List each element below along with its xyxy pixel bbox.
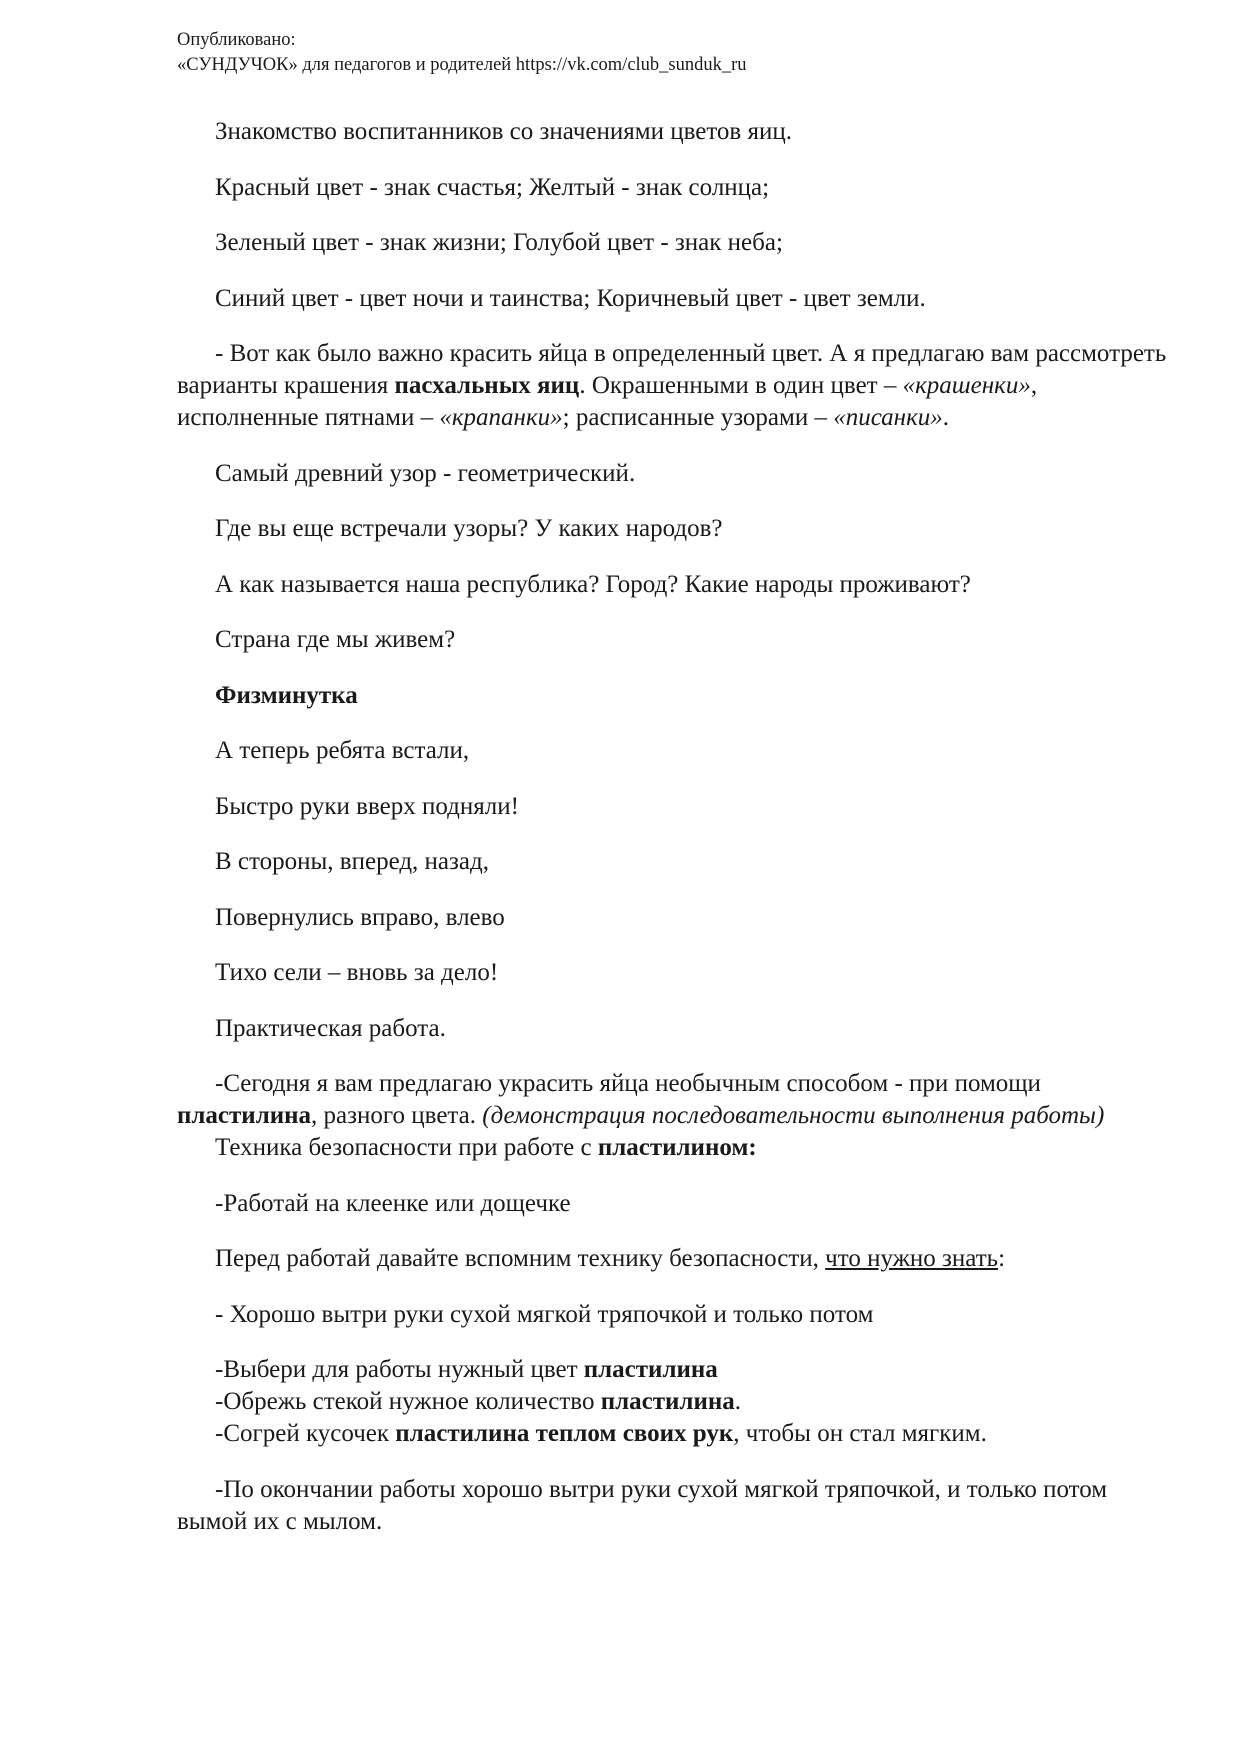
text: , разного цвета. [311,1102,483,1129]
paragraph-safety-remember [177,1243,1167,1275]
heading-text: Физминутка [215,681,358,709]
paragraph-step-1 [177,1354,1167,1386]
text: -Обрежь стекой нужное количество [215,1388,601,1415]
text: ; расписанные узорами – [562,404,834,431]
text: , исполненные пятнами – [177,372,1038,431]
page-header [177,28,747,78]
bold-text: пластилина [600,1388,735,1415]
text: . Окрашенными в один цвет – [579,372,903,399]
header-source-line: «СУНДУЧОК» для педагогов и родителей https://vk.com/club_sunduk_ru [177,55,747,75]
text: . [734,1388,741,1415]
paragraph-question-3: Страна где мы живем? [215,626,456,653]
poem-line-3: В стороны, вперед, назад, [215,848,489,875]
bold-text: пасхальных яиц [394,372,580,399]
header-published-label: Опубликовано: [177,30,296,50]
bold-text: пластилином [597,1134,749,1161]
italic-text: «писанки» [833,404,943,431]
underlined-text: что нужно знать [825,1245,999,1272]
italic-text: «крашенки» [902,372,1031,399]
poem-line-2: Быстро руки вверх подняли! [215,792,519,820]
paragraph-practical-work: Практическая работа. [215,1014,446,1042]
bold-text: : [748,1134,757,1161]
text: -Согрей кусочек [215,1420,396,1447]
bold-text: пластилина [583,1356,718,1383]
text: , чтобы он стал мягким. [733,1420,987,1447]
paragraph-step-2 [177,1386,1167,1418]
text: Техника безопасности при работе с [215,1134,598,1161]
paragraph-colors-2: Зеленый цвет - знак жизни; Голубой цвет - знак неба; [215,229,783,256]
paragraph-intro: Знакомство воспитанников со значениями цветов яиц. [215,118,792,145]
text: Перед работай давайте вспомним технику безопасности, [215,1245,826,1272]
document-body [177,116,1167,1561]
paragraph-plasticine-intro [177,1068,1167,1132]
text: - Вот как было важно красить яйца в определенный цвет. А я предлагаю вам рассмотреть варианты крашения [177,340,1167,399]
poem-line-4: Повернулись вправо, влево [215,903,505,931]
paragraph-step-3 [177,1418,1167,1450]
italic-text: «крапанки» [439,404,563,431]
paragraph-finish: -По окончании работы хорошо вытри руки сухой мягкой тряпочкой, и только потом вымой их с мылом. [177,1475,1108,1535]
paragraph-colors-1: Красный цвет - знак счастья; Желтый - знак солнца; [215,173,770,201]
text: -Выбери для работы нужный цвет [215,1356,584,1383]
poem-line-1: А теперь ребята встали, [215,737,470,764]
text: : [998,1245,1006,1272]
paragraph-safety-rule-1: -Работай на клеенке или дощечке [215,1189,571,1217]
bold-text: пластилина [177,1102,312,1129]
text: . [942,404,950,431]
bold-text: пластилина теплом своих рук [395,1420,734,1447]
paragraph-question-1: Где вы еще встречали узоры? У каких народов? [215,515,723,542]
poem-line-5: Тихо сели – вновь за дело! [215,959,499,986]
paragraph-safety-rule-2: - Хорошо вытри руки сухой мягкой тряпочкой и только потом [215,1300,874,1328]
paragraph-egg-dyeing [177,338,1167,434]
italic-text: (демонстрация последовательности выполнения работы) [482,1102,1105,1129]
paragraph-question-2: А как называется наша республика? Город? Какие народы проживают? [215,570,971,598]
text: -Сегодня я вам предлагаю украсить яйца необычным способом - при помощи [215,1070,1041,1097]
paragraph-ancient-pattern: Самый древний узор - геометрический. [215,459,636,487]
paragraph-colors-3: Синий цвет - цвет ночи и таинства; Коричневый цвет - цвет земли. [215,284,926,312]
section-heading-fizminutka [177,680,1167,712]
paragraph-safety-heading [177,1132,1167,1164]
